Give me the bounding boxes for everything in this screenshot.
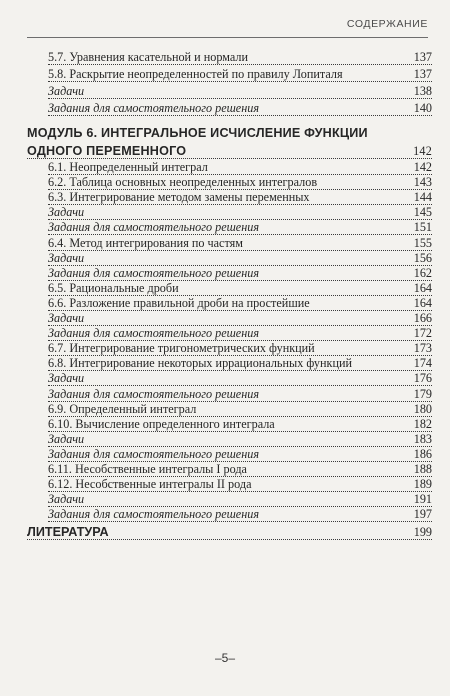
toc-entry-title: Задачи xyxy=(48,311,87,325)
toc-entry-page: 186 xyxy=(408,447,432,461)
toc-entry-page: 182 xyxy=(408,417,432,431)
toc-entry-page: 164 xyxy=(408,296,432,310)
toc-entry-page: 145 xyxy=(408,205,432,219)
toc-entry-title: 6.9. Определенный интеграл xyxy=(48,402,199,416)
toc-entry-title: Задания для самостоятельного решения xyxy=(48,326,262,340)
toc-entry-title: 6.3. Интегрирование методом замены переменных xyxy=(48,190,313,204)
toc-entry-title: 5.7. Уравнения касательной и нормали xyxy=(48,50,251,64)
module-heading-line2: ОДНОГО ПЕРЕМЕННОГО xyxy=(27,144,189,158)
toc-entry-title: 5.8. Раскрытие неопределенностей по правилу Лопиталя xyxy=(48,67,346,81)
toc-entry[interactable] xyxy=(48,81,432,99)
toc-entry-page: 162 xyxy=(408,266,432,280)
toc-entry-title: Задания для самостоятельного решения xyxy=(48,101,262,115)
toc-entry-title: Задачи xyxy=(48,492,87,506)
literature-title: ЛИТЕРАТУРА xyxy=(27,525,112,539)
page-number: –5– xyxy=(214,651,236,665)
toc-entry-page: 143 xyxy=(408,175,432,189)
toc-entry-page: 172 xyxy=(408,326,432,340)
toc-entry-page: 164 xyxy=(408,281,432,295)
toc-entry-title: 6.11. Несобственные интегралы I рода xyxy=(48,462,250,476)
toc-entry-title: Задания для самостоятельного решения xyxy=(48,507,262,521)
toc-entry-page: 173 xyxy=(408,341,432,355)
toc-entry-page: 189 xyxy=(408,477,432,491)
toc-entry-title: Задачи xyxy=(48,205,87,219)
module-page: 142 xyxy=(408,144,432,158)
toc-entry-title: 6.7. Интегрирование тригонометрических функций xyxy=(48,341,318,355)
toc-entry-page: 156 xyxy=(408,251,432,265)
toc-entry-title: Задачи xyxy=(48,371,87,385)
literature-page: 199 xyxy=(408,525,432,539)
toc-entry-page: 191 xyxy=(408,492,432,506)
toc-entry[interactable] xyxy=(48,64,432,82)
toc-entry-page: 137 xyxy=(408,50,432,64)
toc-entry-page: 144 xyxy=(408,190,432,204)
toc-entry-title: 6.5. Рациональные дроби xyxy=(48,281,182,295)
toc-entry-title: Задания для самостоятельного решения xyxy=(48,220,262,234)
toc-entry-title: Задания для самостоятельного решения xyxy=(48,447,262,461)
toc-entry-title: 6.12. Несобственные интегралы II рода xyxy=(48,477,254,491)
toc-entry-page: 180 xyxy=(408,402,432,416)
toc-entry-title: 6.8. Интегрирование некоторых иррациональных функций xyxy=(48,356,355,370)
toc-entry-title: 6.4. Метод интегрирования по частям xyxy=(48,236,246,250)
toc-entry-title: Задачи xyxy=(48,432,87,446)
toc-entry-page: 138 xyxy=(408,84,432,98)
toc-entry-page: 151 xyxy=(408,220,432,234)
toc-entry[interactable] xyxy=(48,98,432,116)
running-header: СОДЕРЖАНИЕ xyxy=(346,18,428,30)
toc-entry-page: 142 xyxy=(408,160,432,174)
toc-entry-page: 179 xyxy=(408,387,432,401)
toc-entry-page: 197 xyxy=(408,507,432,521)
toc-entry-title: Задачи xyxy=(48,84,87,98)
toc-entry-title: 6.2. Таблица основных неопределенных интегралов xyxy=(48,175,320,189)
toc-entry-title: 6.6. Разложение правильной дроби на простейшие xyxy=(48,296,313,310)
toc-entry-title: Задания для самостоятельного решения xyxy=(48,387,262,401)
toc-entry-page: 174 xyxy=(408,356,432,370)
toc-entry-page: 137 xyxy=(408,67,432,81)
toc-entry-title: Задания для самостоятельного решения xyxy=(48,266,262,280)
toc-entry-page: 166 xyxy=(408,311,432,325)
toc-entry-page: 155 xyxy=(408,236,432,250)
toc-entry-page: 188 xyxy=(408,462,432,476)
header-rule xyxy=(27,37,428,38)
toc-entry-page: 140 xyxy=(408,101,432,115)
toc-entry[interactable] xyxy=(48,47,432,65)
toc-entry-page: 183 xyxy=(408,432,432,446)
module-heading-line1: МОДУЛЬ 6. ИНТЕГРАЛЬНОЕ ИСЧИСЛЕНИЕ ФУНКЦИИ xyxy=(27,126,368,140)
toc-entry[interactable] xyxy=(48,504,432,522)
toc-entry-page: 176 xyxy=(408,371,432,385)
toc-entry-title: 6.1. Неопределенный интеграл xyxy=(48,160,211,174)
toc-entry-title: 6.10. Вычисление определенного интеграла xyxy=(48,417,278,431)
toc-entry-title: Задачи xyxy=(48,251,87,265)
literature-entry[interactable] xyxy=(27,522,432,540)
